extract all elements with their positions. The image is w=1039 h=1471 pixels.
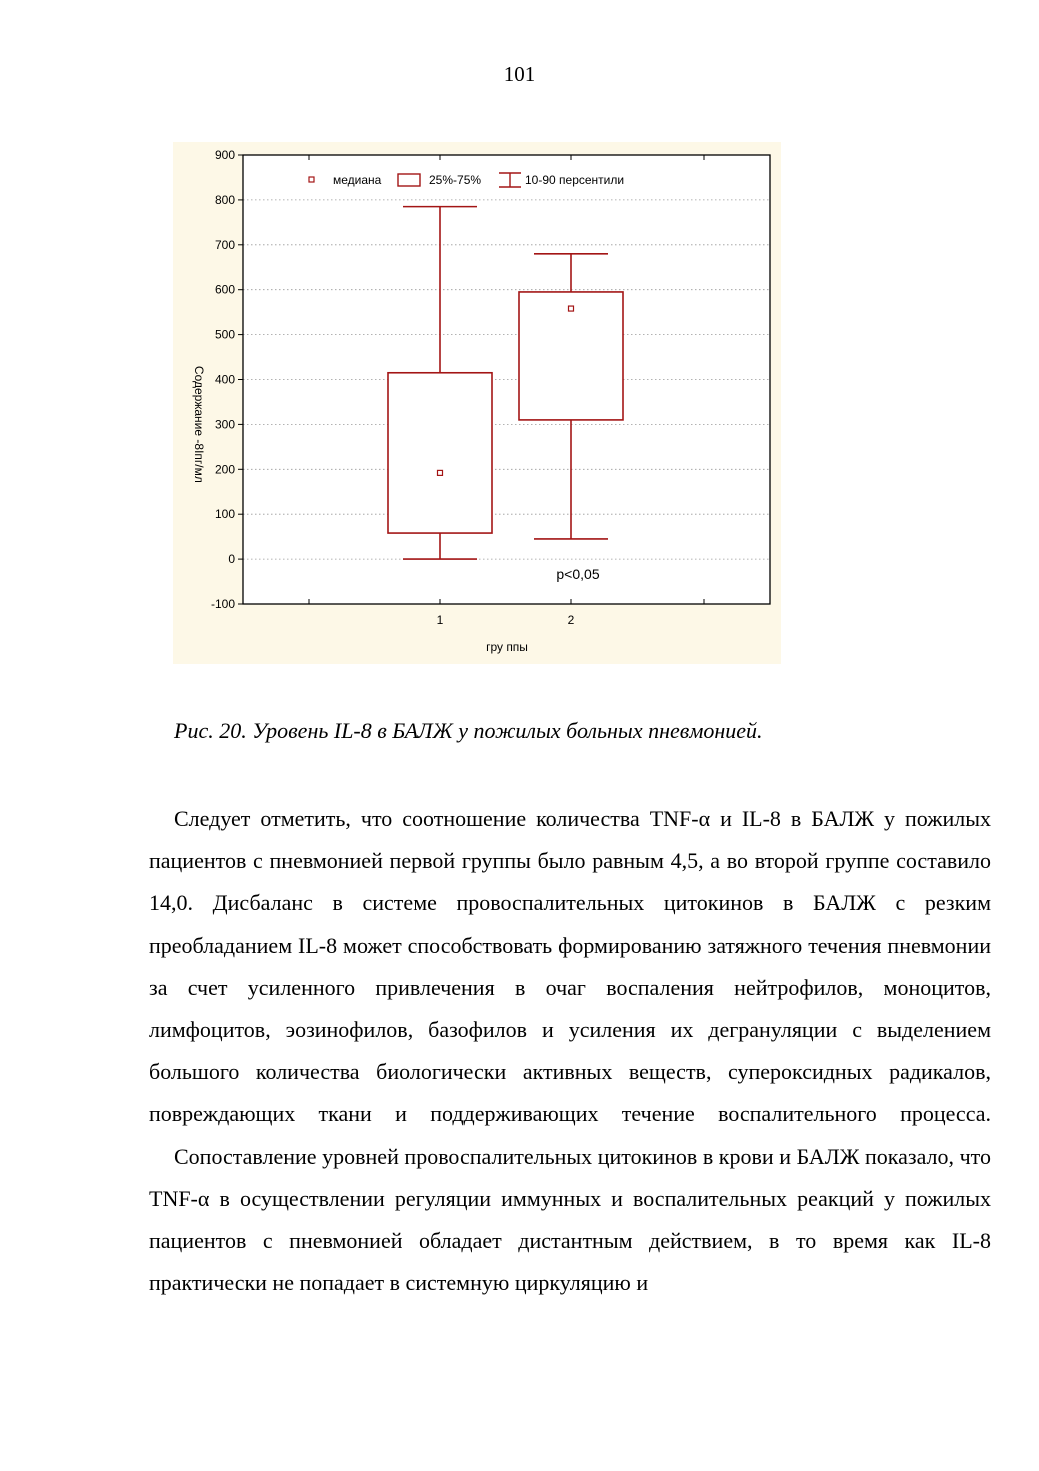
y-tick-label: 700 (214, 237, 235, 252)
figure-box-plot (173, 142, 781, 664)
y-tick-label: 800 (214, 192, 235, 207)
median-marker (569, 306, 574, 311)
y-tick-label: 600 (214, 282, 235, 297)
y-axis-title: Содержание -8Iпг/мл (192, 365, 206, 483)
y-tick-label: 300 (214, 417, 235, 432)
x-tick-label: 1 (436, 613, 444, 627)
median-marker (438, 470, 443, 475)
x-tick-label: 2 (567, 613, 575, 627)
y-tick-label: 0 (228, 552, 235, 567)
y-tick-label: 100 (214, 507, 235, 522)
paragraph-1: Следует отметить, что соотношение количества TNF-α и IL-8 в БАЛЖ у пожилых пациентов с пневмонией первой группы было равным 4,5, а во второй группе составило 14,0. Дисбаланс в системе провоспалительных цитокинов в БАЛЖ с резким преобладанием IL-8 может способствовать формированию затяжного течения пневмонии за счет усиленного привлечения в очаг воспаления нейтрофилов, моноцитов, лимфоцитов, эозинофилов, базофилов и усиления их дегрануляции с выделением большого количества биологически активных веществ, супероксидных радикалов, повреждающих ткани и поддерживающих течение воспалительного процесса. (149, 806, 991, 1127)
y-tick-label: 900 (214, 148, 235, 162)
y-tick-label: 400 (214, 372, 235, 387)
y-tick-label: -100 (210, 597, 235, 611)
legend-label-median: медиана (333, 173, 382, 187)
page-number: 101 (503, 62, 536, 86)
box-iqr (388, 373, 492, 533)
body-text (149, 798, 991, 1304)
figure-caption: Рис. 20. Уровень IL-8 в БАЛЖ у пожилых больных пневмонией. (174, 718, 763, 743)
p-value-annotation: p<0,05 (556, 566, 600, 582)
x-axis-title: гру ппы (486, 640, 528, 654)
box-plot-chart (173, 142, 781, 664)
y-tick-label: 200 (214, 462, 235, 477)
paragraph-2: Сопоставление уровней провоспалительных цитокинов в крови и БАЛЖ показало, что TNF-α в осуществлении регуляции иммунных и воспалительных реакций у пожилых пациентов с пневмонией обладает дистантным действием, в то время как IL-8 практически не попадает в системную циркуляцию и (149, 1143, 991, 1296)
legend-median-marker (309, 177, 314, 182)
legend-label-iqr: 25%-75% (429, 173, 482, 187)
legend-label-percentiles: 10-90 персентили (525, 173, 625, 187)
legend-box-marker (398, 174, 420, 186)
plot-area (243, 155, 770, 604)
y-tick-label: 500 (214, 327, 235, 342)
